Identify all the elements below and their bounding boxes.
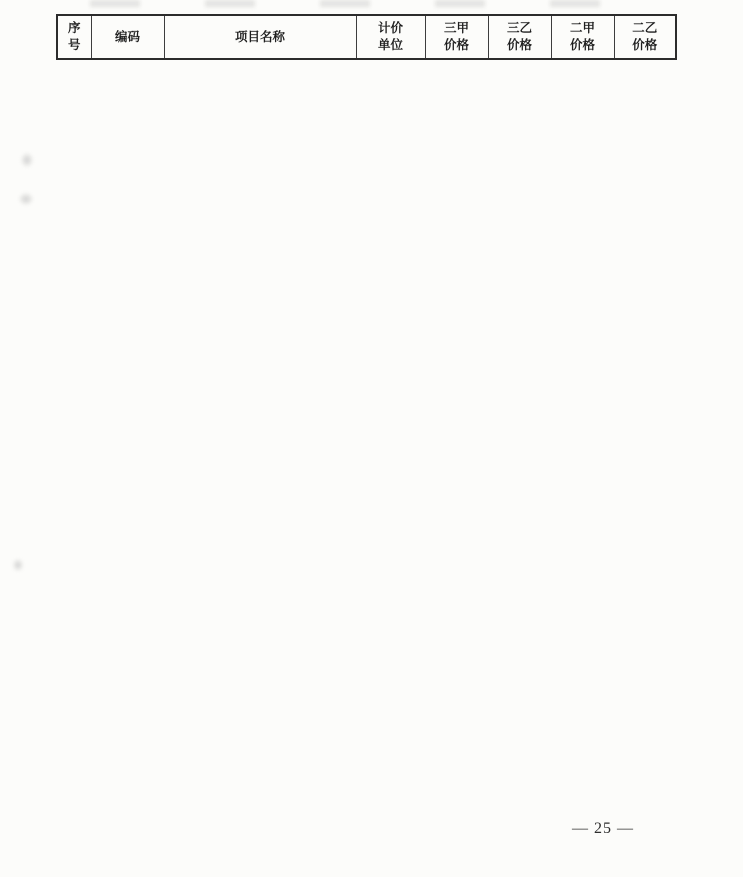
col-header-price-2a-line1: 二甲 bbox=[569, 21, 595, 35]
col-header-price-3a bbox=[425, 15, 488, 59]
page-number: — 25 — bbox=[572, 820, 634, 837]
col-header-code-line1: 编码 bbox=[114, 29, 140, 44]
col-header-price-3b-line2: 价格 bbox=[506, 38, 532, 52]
col-header-code bbox=[91, 15, 164, 59]
col-header-unit-line2: 单位 bbox=[377, 38, 403, 52]
medical-price-table bbox=[56, 14, 677, 60]
col-header-price-2b-line2: 价格 bbox=[632, 38, 658, 52]
col-header-unit-line1: 计价 bbox=[377, 21, 403, 35]
margin-smudge bbox=[12, 558, 24, 572]
col-header-price-2a bbox=[551, 15, 614, 59]
col-header-serial bbox=[57, 15, 91, 59]
scan-noise-strip bbox=[90, 0, 650, 7]
col-header-price-3b-line1: 三乙 bbox=[506, 21, 532, 35]
col-header-price-3a-line2: 价格 bbox=[443, 38, 469, 52]
col-header-name-line1: 项目名称 bbox=[234, 29, 285, 44]
header-row bbox=[57, 15, 676, 59]
col-header-price-2b-line1: 二乙 bbox=[632, 21, 658, 35]
col-header-unit bbox=[356, 15, 425, 59]
col-header-price-2a-line2: 价格 bbox=[569, 38, 595, 52]
col-header-price-3a-line1: 三甲 bbox=[443, 21, 469, 35]
col-header-serial-line1: 序 bbox=[67, 21, 81, 35]
col-header-price-3b bbox=[488, 15, 551, 59]
table-header bbox=[57, 15, 676, 59]
margin-smudge bbox=[18, 192, 34, 206]
col-header-price-2b bbox=[614, 15, 676, 59]
col-header-name bbox=[164, 15, 356, 59]
col-header-serial-line2: 号 bbox=[67, 38, 81, 52]
margin-smudge bbox=[20, 152, 34, 168]
